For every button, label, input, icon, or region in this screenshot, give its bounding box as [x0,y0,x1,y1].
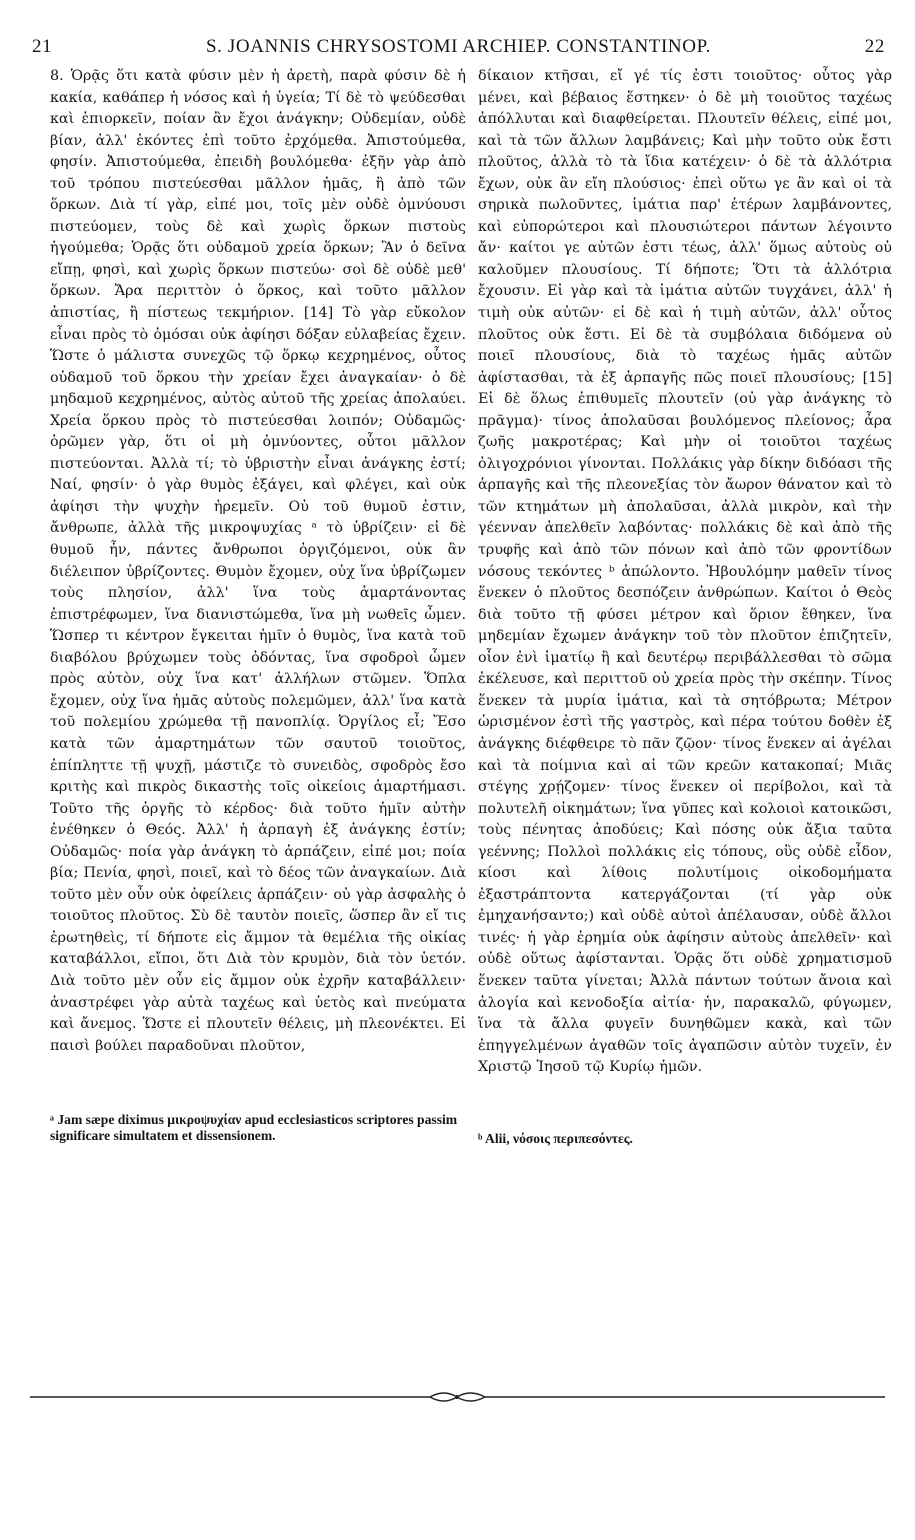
ornamental-divider [30,1388,885,1406]
right-column-text: δίκαιον κτῆσαι, εἴ γέ τίς ἐστι τοιοῦτος· οὗτος γὰρ μένει, καὶ βέβαιος ἕστηκεν· ὁ δὲ μὴ τοιοῦτος ταχέως ἀπόλλυται καὶ διαφθείρεται. Πλουτεῖν θέλεις, εἰπέ μοι, καὶ τὰ τῶν ἄλλων λαμβάνεις; Καὶ μὴν τοῦτο οὐκ ἔστι πλοῦτος, ἀλλὰ τὸ τὰ ἴδια κατέχειν· ὁ δὲ τὰ ἀλλότρια ἔχων, οὐκ ἂν εἴη πλούσιος· ἐπεὶ οὕτω γε ἂν καὶ οἱ τὰ σηρικὰ πωλοῦντες, ἱμάτια παρ' ἑτέρων λαμβάνοντες, καὶ εὐπορώτεροι καὶ πλουσιώτεροι πάντων λέγοιντο ἄν· καίτοι γε αὐτῶν ἐστι τέως, ἀλλ' ὅμως αὐτοὺς οὐ καλοῦμεν πλουσίους. Τί δήποτε; Ὅτι τὰ ἀλλότρια ἔχουσιν. Εἰ γὰρ καὶ τὰ ἱμάτια αὐτῶν τυγχάνει, ἀλλ' ἡ τιμὴ οὐκ αὐτῶν· εἰ δὲ καὶ ἡ τιμὴ αὐτῶν, ἀλλ' οὗτος πλοῦτος οὐκ ἔστι. Εἰ δὲ τὰ συμβόλαια διδόμενα οὐ ποιεῖ πλουσίους, διὰ τὸ ταχέως ἡμᾶς αὐτῶν ἀφίστασθαι, τὰ ἐξ ἁρπαγῆς πῶς ποιεῖ πλουσίους; [15] Εἰ δὲ ὅλως ἐπιθυμεῖς πλουτεῖν (οὐ γὰρ ἀνάγκης τὸ πρᾶγμα)· τίνος ἀπολαῦσαι βουλόμενος πλείονος; ἆρα ζωῆς μακροτέρας; Καὶ μὴν οἱ τοιοῦτοι ταχέως ὀλιγοχρόνιοι γίνονται. Πολλάκις γὰρ δίκην διδόασι τῆς ἁρπαγῆς καὶ τῆς πλεονεξίας τὸν ἄωρον θάνατον καὶ τὸ τῶν κτημάτων μὴ ἀπολαῦσαι, ἀλλὰ μικρὸν, καὶ τὴν γέενναν ἀπελθεῖν λαβόντας· πολλάκις δὲ καὶ ἀπὸ τῆς τρυφῆς καὶ ἀπὸ τῶν πόνων καὶ ἀπὸ τῶν φροντίδων νόσους τεκόντες ᵇ ἀπώλοντο. Ἠβουλόμην μαθεῖν τίνος ἕνεκεν ὁ πλοῦτος δεσπόζειν ἀνθρώπων. Καίτοι ὁ Θεὸς διὰ τοῦτο τῇ φύσει μέτρον καὶ ὅριον ἔθηκεν, ἵνα μηδεμίαν ἔχωμεν ἀνάγκην τοῦ τὸν πλοῦτον ἐπιζητεῖν, οἷον ἐνὶ ἱματίῳ ἢ καὶ δευτέρῳ περιβάλλεσθαι τὸ σῶμα ἐκέλευσε, καὶ περιττοῦ οὐ χρεία πρὸς τὴν σκέπην. Τίνος ἕνεκεν τὰ μυρία ἱμάτια, καὶ τὰ σητόβρωτα; Μέτρον ὡρισμένον ἐστὶ τῆς γαστρὸς, καὶ πέρα τούτου δοθὲν ἐξ ἀνάγκης διέφθειρε τὸ πᾶν ζῷον· τίνος ἕνεκεν αἱ ἀγέλαι καὶ τὰ ποίμνια καὶ αἱ τῶν κρεῶν κατακοπαί; Μιᾶς στέγης χρῄζομεν· τίνος ἕνεκεν οἱ περίβολοι, καὶ τὰ πολυτελῆ οἰκημάτων; ἵνα γῦπες καὶ κολοιοὶ κατοικῶσι, τοὺς πένητας ἀποδύεις; Καὶ πόσης οὐκ ἄξια ταῦτα γεέννης; Πολλοὶ πολλάκις εἰς τόπους, οὓς οὐδὲ εἶδον, κίοσι καὶ λίθοις πολυτίμοις οἰκοδομήματα ἐξαστράπτοντα κατεργάζονται (τί γὰρ οὐκ ἐμηχανήσαντο;) καὶ οὐδὲ αὐτοὶ ἀπέλαυσαν, οὐδὲ ἄλλοι τινές· ἡ γὰρ ἐρημία οὐκ ἀφίησιν αὐτοὺς ἀπελθεῖν· καὶ οὐδὲ οὕτως ἀφίστανται. Ὁρᾷς ὅτι οὐδὲ χρηματισμοῦ ἕνεκεν ταῦτα γίνεται; Ἀλλὰ πάντων τούτων ἄνοια καὶ ἀλογία καὶ κενοδοξία αἰτία· ἡν, παρακαλῶ, φύγωμεν, ἵνα τὰ ἄλλα φυγεῖν δυνηθῶμεν κακὰ, καὶ τῶν ἐπηγγελμένων ἀγαθῶν τοῖς ἀγαπῶσιν αὐτὸν τυχεῖν, ἐν Χριστῷ Ἰησοῦ τῷ Κυρίῳ ἡμῶν. [478,68,892,1076]
running-header [30,36,887,62]
page-number-right: 22 [864,36,885,57]
footnote-a: ᵃ Jam sæpe diximus μικροψυχίαν apud ecclesiasticos scriptores passim significare simultatem et dissensionem. [50,1112,458,1143]
right-column [478,66,892,1079]
left-column-text: 8. Ὁρᾷς ὅτι κατὰ φύσιν μὲν ἡ ἀρετὴ, παρὰ φύσιν δὲ ἡ κακία, καθάπερ ἡ νόσος καὶ ἡ ὑγεία; Τί δὲ τὸ ψεύδεσθαι καὶ ἐπιορκεῖν, ποίαν ἂν ἔχοι ἀνάγκην; Οὐδεμίαν, οὐδὲ βίαν, ἀλλ' ἑκόντες ἐπὶ τοῦτο ἐρχόμεθα. Ἀπιστούμεθα, φησίν. Ἀπιστούμεθα, ἐπειδὴ βουλόμεθα· ἐξῆν γὰρ ἀπὸ τοῦ τρόπου πιστεύεσθαι μᾶλλον ἡμᾶς, ἢ ἀπὸ τῶν ὅρκων. Διὰ τί γὰρ, εἰπέ μοι, τοῖς μὲν οὐδὲ ὀμνύουσι πιστεύομεν, τοὺς δὲ καὶ χωρὶς ὅρκων πιστοὺς ἡγούμεθα; Ὁρᾷς ὅτι οὐδαμοῦ χρεία ὅρκων; Ἂν ὁ δεῖνα εἴπῃ, φησὶ, καὶ χωρὶς ὅρκων πιστεύω· σοὶ δὲ οὐδὲ μεθ' ὅρκων. Ἄρα περιττὸν ὁ ὅρκος, καὶ τοῦτο μᾶλλον ἀπιστίας, ἢ πίστεως τεκμήριον. [14] Τὸ γὰρ εὔκολον εἶναι πρὸς τὸ ὀμόσαι οὐκ ἀφίησι δόξαν εὐλαβείας ἔχειν. Ὥστε ὁ μάλιστα συνεχῶς τῷ ὅρκῳ κεχρημένος, οὗτος οὐδαμοῦ τοῦ ὅρκου τὴν χρείαν ἔχει ἀναγκαίαν· ὁ δὲ μηδαμοῦ κεχρημένος, αὐτὸς αὐτοῦ τῆς χρείας ἀπολαύει. Χρεία ὅρκου πρὸς τὸ πιστεύεσθαι λοιπόν; Οὐδαμῶς· ὁρῶμεν γὰρ, ὅτι οἱ μὴ ὀμνύοντες, οὗτοι μᾶλλον πιστεύονται. Ἀλλὰ τί; τὸ ὑβριστὴν εἶναι ἀνάγκης ἐστί; Ναί, φησίν· ὁ γὰρ θυμὸς ἐξάγει, καὶ φλέγει, καὶ οὐκ ἀφίησι τὴν ψυχὴν ἠρεμεῖν. Οὐ τοῦ θυμοῦ ἐστιν, ἄνθρωπε, ἀλλὰ τῆς μικροψυχίας ᵃ τὸ ὑβρίζειν· εἰ δὲ θυμοῦ ἦν, πάντες ἄνθρωποι ὀργιζόμενοι, οὐκ ἂν διέλειπον ὑβρίζοντες. Θυμὸν ἔχομεν, οὐχ ἵνα ὑβρίζωμεν τοὺς πλησίον, ἀλλ' ἵνα τοὺς ἁμαρτάνοντας ἐπιστρέφωμεν, ἵνα διανιστώμεθα, ἵνα μὴ νωθεῖς ὦμεν. Ὥσπερ τι κέντρον ἔγκειται ἡμῖν ὁ θυμὸς, ἵνα κατὰ τοῦ διαβόλου βρύχωμεν τοὺς ὀδόντας, ἵνα σφοδροὶ ὦμεν πρὸς αὐτὸν, οὐχ ἵνα κατ' ἀλλήλων στῶμεν. Ὅπλα ἔχομεν, οὐχ ἵνα ἡμᾶς αὐτοὺς πολεμῶμεν, ἀλλ' ἵνα κατὰ τοῦ πολεμίου χρώμεθα τῇ πανοπλίᾳ. Ὀργίλος εἶ; Ἔσο κατὰ τῶν ἁμαρτημάτων τῶν σαυτοῦ τοιοῦτος, ἐπίπληττε τῇ ψυχῇ, μάστιζε τὸ συνειδὸς, σφοδρὸς ἔσο κριτὴς καὶ πικρὸς δικαστὴς τοῖς οἰκείοις ἁμαρτήμασι. Τοῦτο τῆς ὀργῆς τὸ κέρδος· διὰ τοῦτο ἡμῖν αὐτὴν ἐνέθηκεν ὁ Θεός. Ἀλλ' ἡ ἁρπαγὴ ἐξ ἀνάγκης ἐστίν; Οὐδαμῶς· ποία γὰρ ἀνάγκη τὸ ἁρπάζειν, εἰπέ μοι; ποία βία; Πενία, φησὶ, ποιεῖ, καὶ τὸ δέος τῶν ἀναγκαίων. Διὰ τοῦτο μὲν οὖν οὐκ ὀφείλεις ἁρπάζειν· οὐ γὰρ ἀσφαλὴς ὁ τοιοῦτος πλοῦτος. Σὺ δὲ ταυτὸν ποιεῖς, ὥσπερ ἂν εἴ τις ἐρωτηθεὶς, τί δήποτε εἰς ἄμμον τὰ θεμέλια τῆς οἰκίας καταβάλλοι, εἴποι, ὅτι Διὰ τὸν κρυμὸν, διὰ τὸν ὑετόν. Διὰ τοῦτο μὲν οὖν εἰς ἄμμον οὐκ ἐχρῆν καταβάλλειν· ἀναστρέφει γὰρ αὐτὰ ταχέως καὶ ὑετὸς καὶ πνεύματα καὶ ἄνεμος. Ὥστε εἰ πλουτεῖν θέλεις, μὴ πλεονέκτει. Εἰ παισὶ βούλει παραδοῦναι πλοῦτον, [50,68,466,1054]
footnote-b: ᵇ Alii, νόσοις περιπεσόντες. [478,1131,633,1146]
running-title: S. JOANNIS CHRYSOSTOMI ARCHIEP. CONSTANTINOP. [206,36,711,57]
left-column [50,66,466,1057]
page-number-left: 21 [32,36,53,57]
